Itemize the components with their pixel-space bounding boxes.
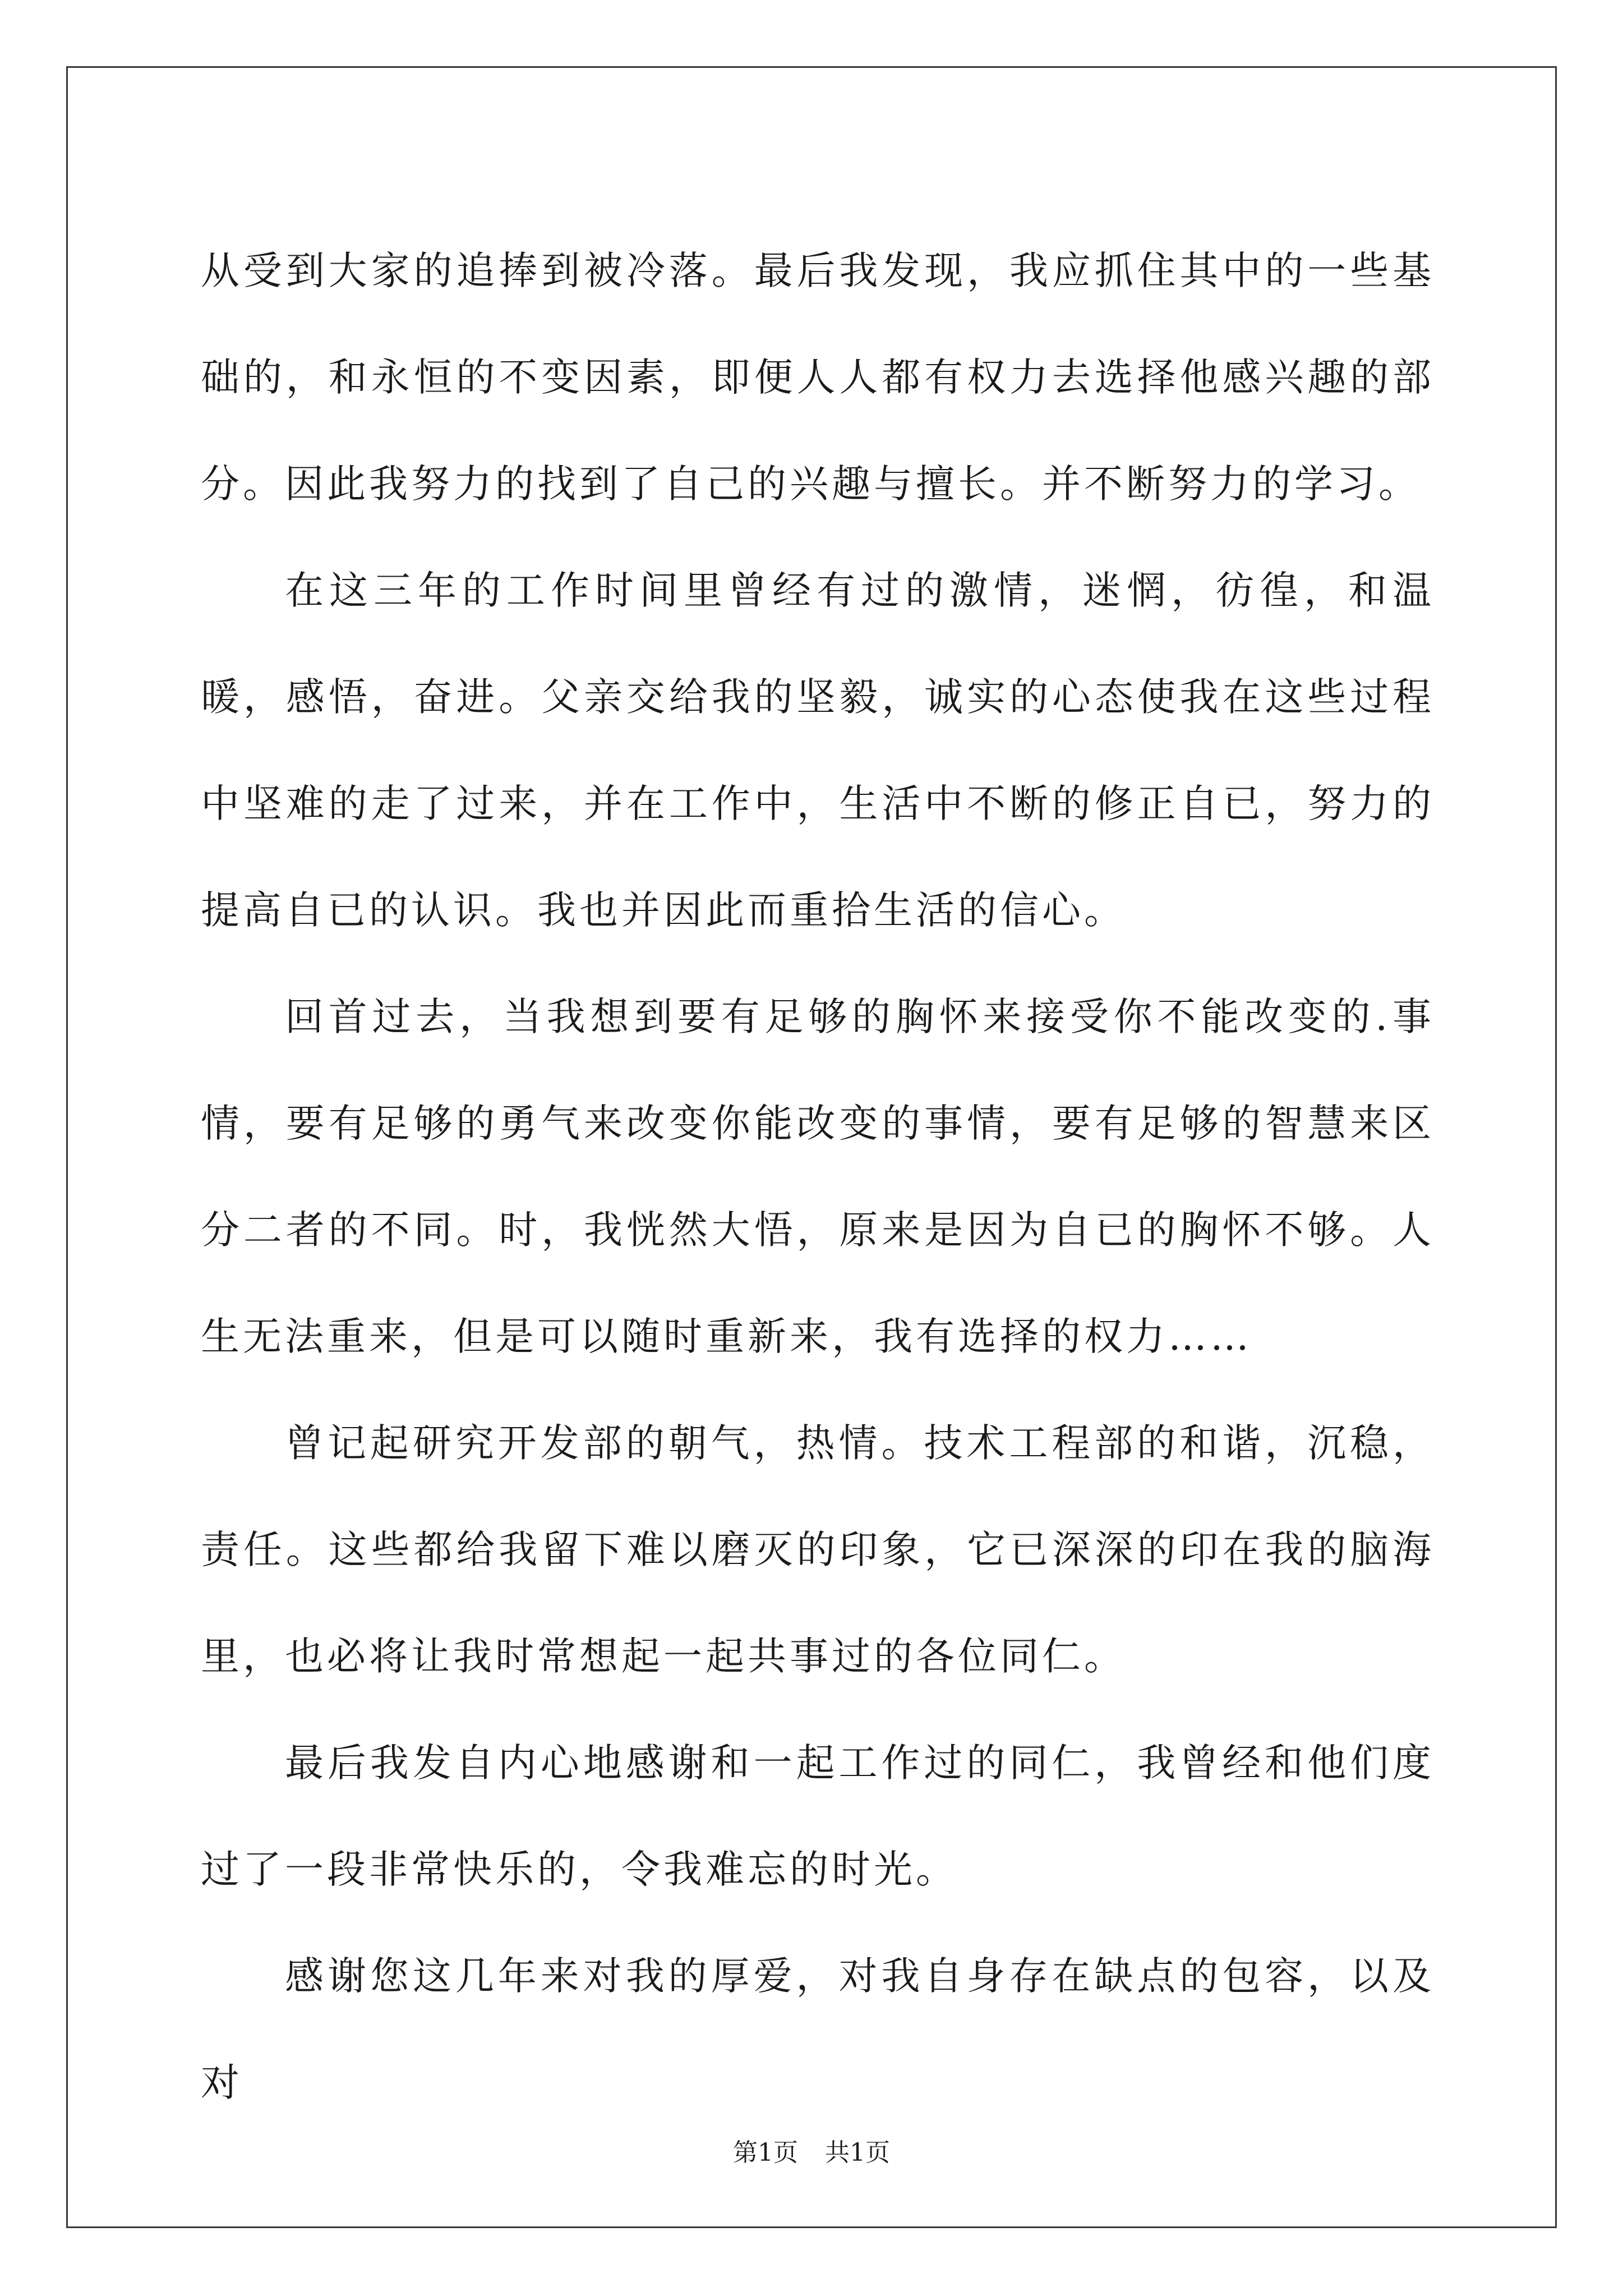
- paragraph-1: 从受到大家的追捧到被冷落。最后我发现，我应抓住其中的一些基础的，和永恒的不变因素，即便人人都有权力去选择他感兴趣的部分。因此我努力的找到了自己的兴趣与擅长。并不断努力的学习。: [201, 249, 1435, 507]
- page-total: 共1页: [825, 2138, 890, 2167]
- paragraph-6: 感谢您这几年来对我的厚爱，对我自身存在缺点的包容，以及对: [201, 1954, 1435, 2105]
- paragraph-4: 曾记起研究开发部的朝气，热情。技术工程部的和谐，沉稳，责任。这些都给我留下难以磨灭的印象，它已深深的印在我的脑海里，也必将让我时常想起一起共事过的各位同仁。: [201, 1421, 1435, 1679]
- page-footer: [0, 2136, 1623, 2170]
- page-number: 第1页: [733, 2138, 798, 2167]
- paragraph-5: 最后我发自内心地感谢和一起工作过的同仁，我曾经和他们度过了一段非常快乐的，令我难忘的时光。: [201, 1741, 1435, 1892]
- paragraph-2: 在这三年的工作时间里曾经有过的激情，迷惘，彷徨，和温暖，感悟，奋进。父亲交给我的坚毅，诚实的心态使我在这些过程中坚难的走了过来，并在工作中，生活中不断的修正自已，努力的提高自已的认识。我也并因此而重拾生活的信心。: [201, 568, 1435, 933]
- paragraph-3: 回首过去，当我想到要有足够的胸怀来接受你不能改变的.事情，要有足够的勇气来改变你能改变的事情，要有足够的智慧来区分二者的不同。时，我恍然大悟，原来是因为自已的胸怀不够。人生无法重来，但是可以随时重新来，我有选择的权力……: [201, 995, 1435, 1359]
- document-body: [201, 218, 1435, 2136]
